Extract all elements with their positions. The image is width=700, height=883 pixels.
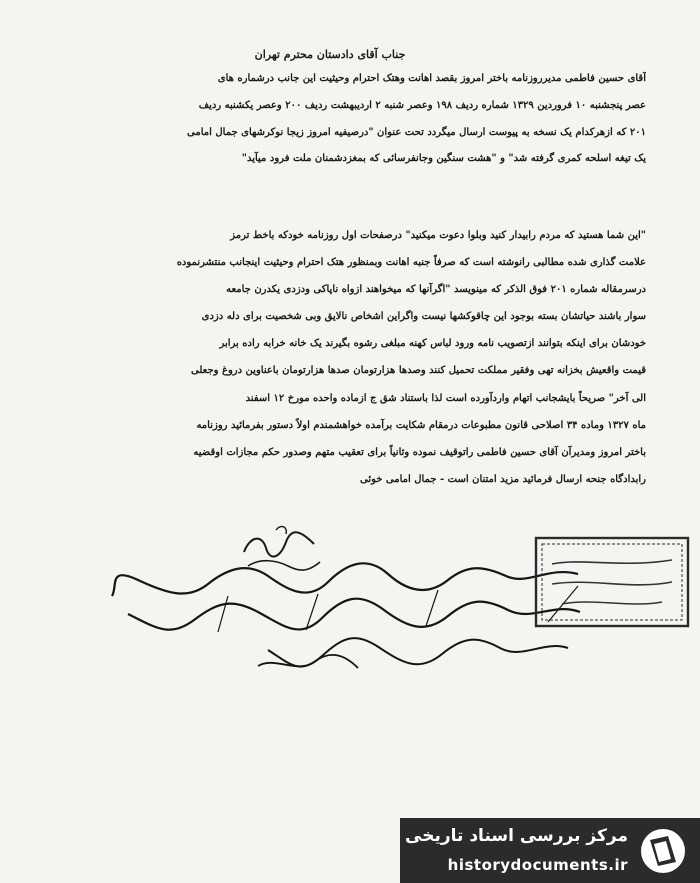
archive-emblem-icon (638, 826, 688, 876)
logo-url: historydocuments.ir (447, 856, 628, 874)
letter-paragraph-2 (46, 222, 646, 493)
text-line: ۲۰۱ که ازهرکدام یک نسخه به پیوست ارسال میگردد تحت عنوان "درصیفیه امروز زیجا نوکرشهای جمال امامی (187, 126, 646, 138)
text-line: رابدادگاه جنحه ارسال فرمائید مزید امتنان است - جمال امامی خوئی (359, 473, 646, 485)
text-line: درسرمقاله شماره ۲۰۱ فوق الذکر که مینویسد "اگرآنها که میخواهند ازواه ناپاکی ودزدی یکدرن جامعه (226, 284, 646, 296)
text-line: الی آخر" صریحاً بایشجانب اتهام واردآورده است لذا باستناد شق ج ازماده واحده مورخ ۱۲ اسفند (245, 392, 646, 404)
text-line: سوار باشند حیاتشان بسته بوجود این چاقوکشها نیست واگراین اشخاص نالایق وبی شخصیت برای دله دزدی (201, 311, 646, 323)
ink-stamp (532, 534, 692, 630)
text-line: علامت گذاری شده مطالبی رانوشته است که صرفاً جنبه اهانت وبمنظور هتک احترام وحیثیت اینجانب منتشرنموده (176, 257, 646, 269)
text-line: ماه ۱۳۲۷ وماده ۳۴ اصلاحی قانون مطبوعات درمقام شکایت برآمده خواهشمندم اولاً دستور بفرمائید روزنامه (196, 419, 646, 431)
text-line: "این شما هستید که مردم رابیدار کنید وبلوا دعوت میکنید" درصفحات اول روزنامه خودکه باخط ترمز (230, 230, 646, 241)
handwritten-annotation (108, 556, 588, 686)
logo-name: مرکز بررسی اسناد تاریخی (405, 826, 628, 846)
text-line: یک تیغه اسلحه کمری گرفته شد" و "هشت سنگین وجانفرسائی که بمغزدشمنان ملت فرود میآید" (241, 153, 646, 165)
text-line: عصر پنجشنبه ۱۰ فروردین ۱۳۲۹ شماره ردیف ۱۹۸ وعصر شنبه ۲ اردیبهشت ردیف ۲۰۰ وعصر یکشنبه ردیف (198, 99, 646, 111)
text-line: باختر امروز ومدیرآن آقای حسین فاطمی راتوقیف نموده وثانیاً برای تعقیب متهم وصدور حکم مجازات اوقضیه (193, 446, 646, 458)
letter-paragraph-1 (46, 66, 646, 173)
text-line: قیمت واقعیش بخزانه تهی وفقیر مملکت تحمیل کنند وصدها هزارتومان صدها هزارتومان باعناوین دروغ وجعلی (191, 365, 646, 377)
archive-logo (400, 818, 700, 883)
letter-salutation: جناب آقای دادستان محترم تهران (254, 48, 406, 61)
text-line: آقای حسین فاطمی مدیرروزنامه باختر امروز بقصد اهانت وهتک احترام وحیثیت این جانب درشماره های (217, 73, 646, 84)
text-line: خودشان برای اینکه بتوانند ازتصویب نامه ورود لباس کهنه مبلغی رشوه بگیرند یک خانه خرابه راده برابر (219, 338, 646, 350)
